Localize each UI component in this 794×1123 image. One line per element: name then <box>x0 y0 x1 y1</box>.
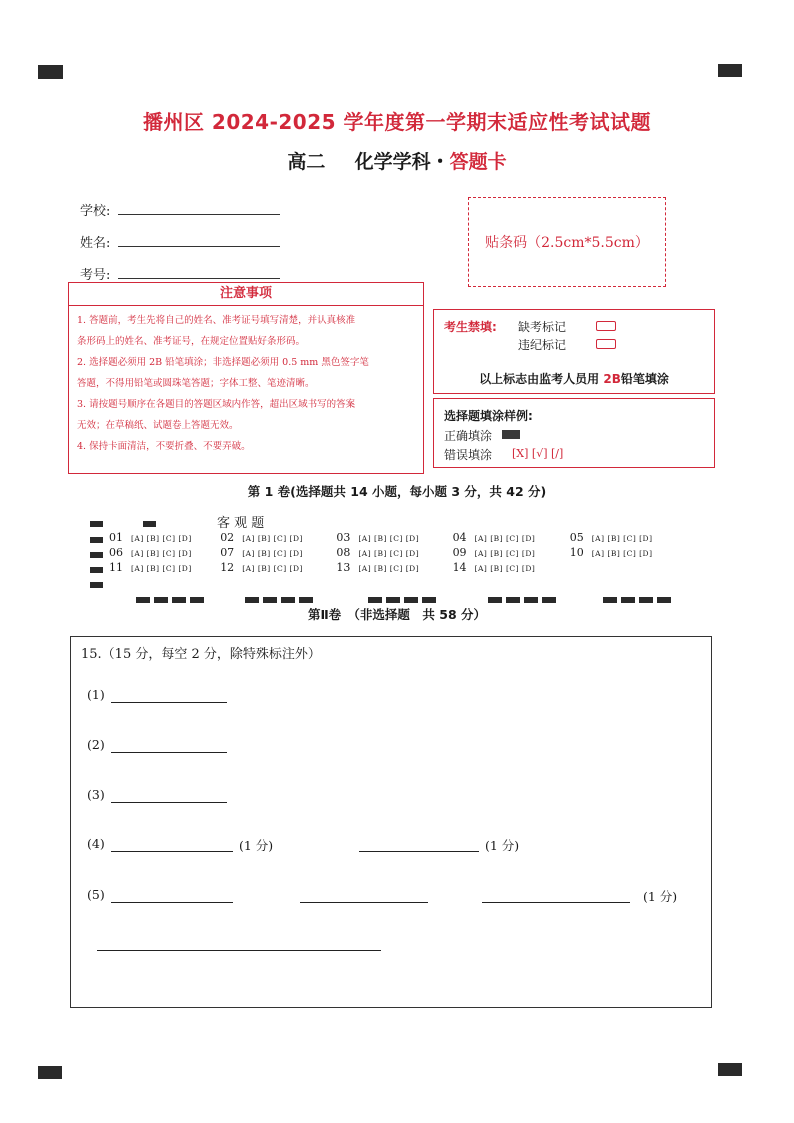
notice-item: 无效；在草稿纸、试题卷上答题无效。 <box>77 420 239 431</box>
timing-mark <box>90 537 103 543</box>
answer-options[interactable]: [A] [B] [C] [D] <box>358 534 420 543</box>
notice-item: 1. 答题前，考生先将自己的姓名、准考证号填写清楚，并认真核准 <box>77 315 356 326</box>
corner-marker-bottom-right <box>718 1063 742 1076</box>
notice-heading: 注意事项 <box>69 283 423 306</box>
timing-mark <box>90 552 103 558</box>
wrong-fill-samples: [X] [√] [/] <box>512 447 564 460</box>
timing-mark <box>90 521 103 527</box>
answer-options[interactable]: [A] [B] [C] [D] <box>474 534 536 543</box>
question-number: 07 <box>220 546 235 559</box>
question-number: 05 <box>569 531 584 544</box>
sub-question-label: (4) <box>87 836 105 851</box>
sub-question-label: (3) <box>87 787 105 802</box>
answer-options[interactable]: [A] [B] [C] [D] <box>131 564 192 573</box>
answer-blank[interactable] <box>111 751 227 753</box>
exam-flags-box <box>433 309 715 394</box>
part2-title: 第Ⅱ卷 （非选择题 共 58 分） <box>307 607 487 622</box>
timing-mark <box>488 597 502 603</box>
notice-item: 2. 选择题必须用 2B 铅笔填涂；非选择题必须用 0.5 mm 黑色签字笔 <box>77 357 369 368</box>
question-number: 06 <box>109 546 123 559</box>
correct-fill-label: 正确填涂 <box>444 429 493 443</box>
timing-mark <box>621 597 635 603</box>
timing-mark <box>368 597 382 603</box>
answer-options[interactable]: [A] [B] [C] [D] <box>242 564 303 573</box>
answer-options[interactable]: [A] [B] [C] [D] <box>591 549 653 558</box>
timing-mark <box>172 597 186 603</box>
question-number: 01 <box>109 531 123 544</box>
answer-blank[interactable] <box>482 901 630 903</box>
id-field[interactable] <box>118 277 280 279</box>
question-number: 10 <box>569 546 584 559</box>
question-number: 12 <box>220 561 235 574</box>
sub-question-label: (2) <box>87 737 105 752</box>
timing-mark <box>603 597 617 603</box>
corner-marker-top-right <box>718 64 742 77</box>
question-number: 09 <box>452 546 467 559</box>
answer-options[interactable]: [A] [B] [C] [D] <box>242 549 303 558</box>
timing-mark <box>245 597 259 603</box>
question-number: 02 <box>220 531 235 544</box>
fill-example-title: 选择题填涂样例: <box>444 409 533 423</box>
question-number: 04 <box>452 531 467 544</box>
corner-marker-top-left <box>38 65 63 79</box>
barcode-area <box>468 197 666 287</box>
school-field[interactable] <box>118 213 280 215</box>
answer-blank[interactable] <box>97 949 381 951</box>
exam-flags-label: 考生禁填: <box>444 320 497 334</box>
card-subtitle <box>0 147 794 174</box>
notice-item: 4. 保持卡面清洁，不要折叠、不要弄破。 <box>77 441 251 452</box>
mc-row <box>109 561 535 574</box>
timing-mark <box>154 597 168 603</box>
answer-options[interactable]: [A] [B] [C] [D] <box>474 564 536 573</box>
notice-item: 条形码上的姓名、准考证号，在规定位置贴好条形码。 <box>77 336 306 347</box>
proctor-note-pencil: 2B <box>603 372 621 386</box>
name-label: 姓名: <box>80 236 111 251</box>
sub-question-label: (1) <box>87 687 105 702</box>
answer-options[interactable]: [A] [B] [C] [D] <box>358 549 420 558</box>
timing-mark <box>404 597 418 603</box>
school-label: 学校: <box>80 204 111 219</box>
proctor-note-suffix: 铅笔填涂 <box>620 372 669 386</box>
timing-mark <box>639 597 653 603</box>
timing-mark <box>506 597 520 603</box>
corner-marker-bottom-left <box>38 1066 62 1079</box>
timing-mark <box>263 597 277 603</box>
subject-label: 化学学科・ <box>354 151 450 173</box>
timing-mark <box>281 597 295 603</box>
objective-label: 客 观 题 <box>217 516 265 531</box>
timing-mark <box>143 521 156 527</box>
violation-mark-box[interactable] <box>596 339 616 349</box>
timing-mark <box>299 597 313 603</box>
notice-item: 答题，不得用铅笔或圆珠笔答题；字体工整、笔迹清晰。 <box>77 378 315 389</box>
question-number: 08 <box>336 546 351 559</box>
answer-options[interactable]: [A] [B] [C] [D] <box>474 549 536 558</box>
barcode-label: 贴条码（2.5cm*5.5cm） <box>485 235 649 251</box>
absent-mark-box[interactable] <box>596 321 616 331</box>
part1-title: 第 1 卷(选择题共 14 小题，每小题 3 分，共 42 分) <box>247 484 547 499</box>
mc-row <box>109 531 653 544</box>
point-note: (1 分) <box>485 838 520 853</box>
answer-options[interactable]: [A] [B] [C] [D] <box>131 549 192 558</box>
question-number: 03 <box>336 531 351 544</box>
proctor-note-prefix: 以上标志由监考人员用 <box>479 372 600 386</box>
question-number: 11 <box>109 561 123 574</box>
exam-title: 播州区 2024-2025 学年度第一学期末适应性考试试题 <box>142 110 652 134</box>
timing-mark <box>90 582 103 588</box>
answer-blank[interactable] <box>111 901 233 903</box>
timing-mark <box>542 597 556 603</box>
question-number: 14 <box>452 561 467 574</box>
notice-box <box>68 282 424 474</box>
id-label: 考号: <box>80 268 111 283</box>
question-15-box <box>70 636 712 1008</box>
timing-mark <box>524 597 538 603</box>
question-number: 13 <box>336 561 351 574</box>
grade-label: 高二 <box>287 151 326 173</box>
timing-mark <box>136 597 150 603</box>
mc-row <box>109 546 653 559</box>
answer-options[interactable]: [A] [B] [C] [D] <box>591 534 653 543</box>
question-15-header: 15.（15 分，每空 2 分，除特殊标注外） <box>81 647 321 662</box>
fill-example-box <box>433 398 715 468</box>
timing-mark <box>190 597 204 603</box>
wrong-fill-label: 错误填涂 <box>444 448 493 462</box>
answer-card-label: 答题卡 <box>449 151 507 173</box>
timing-mark <box>90 567 103 573</box>
timing-mark <box>386 597 400 603</box>
answer-blank[interactable] <box>111 701 227 703</box>
notice-item: 3. 请按题号顺序在各题目的答题区域内作答，超出区域书写的答案 <box>77 399 356 410</box>
timing-mark <box>657 597 671 603</box>
violation-mark-label: 违纪标记 <box>518 338 567 352</box>
answer-blank[interactable] <box>359 850 479 852</box>
sub-question-label: (5) <box>87 887 105 902</box>
absent-mark-label: 缺考标记 <box>518 320 567 334</box>
proctor-note <box>434 370 714 387</box>
point-note: (1 分) <box>239 838 274 853</box>
timing-mark <box>422 597 436 603</box>
answer-blank[interactable] <box>300 901 428 903</box>
answer-options[interactable]: [A] [B] [C] [D] <box>131 534 192 543</box>
answer-options[interactable]: [A] [B] [C] [D] <box>242 534 303 543</box>
answer-options[interactable]: [A] [B] [C] [D] <box>358 564 420 573</box>
correct-fill-sample <box>502 430 520 439</box>
name-field[interactable] <box>118 245 280 247</box>
point-note: (1 分) <box>643 889 678 904</box>
answer-blank[interactable] <box>111 801 227 803</box>
answer-blank[interactable] <box>111 850 233 852</box>
